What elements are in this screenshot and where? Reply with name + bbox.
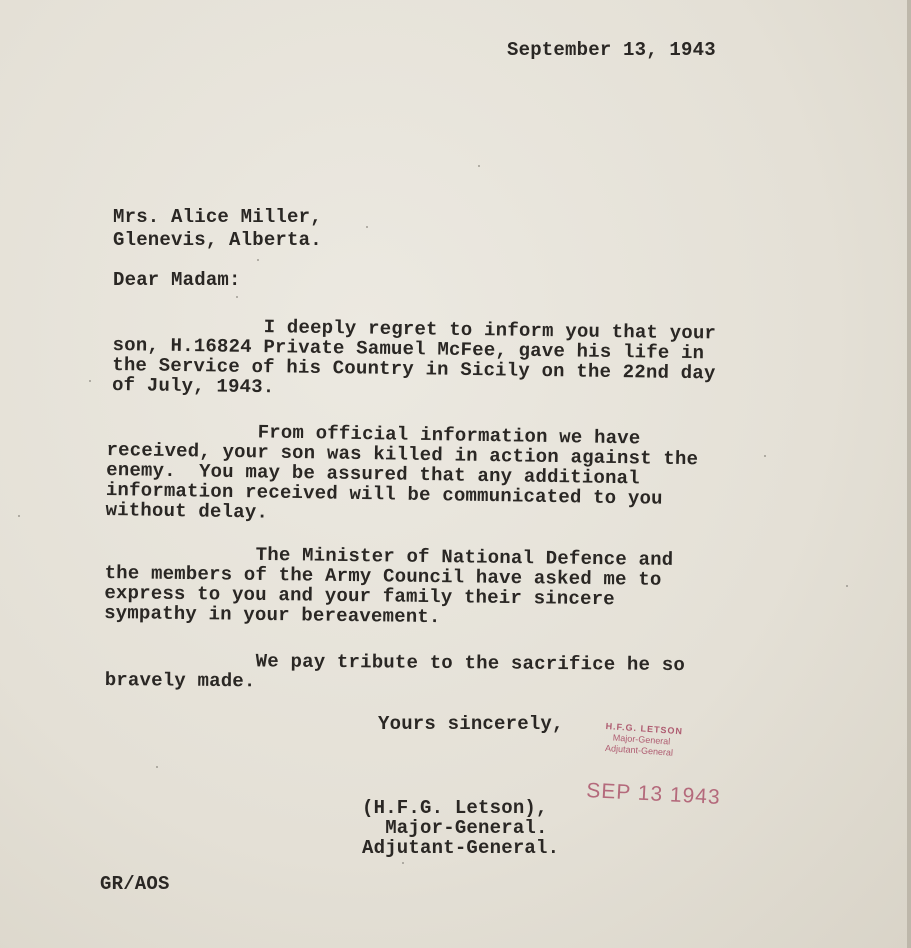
signature-stamp bbox=[604, 721, 716, 762]
date-stamp: SEP 13 1943 bbox=[585, 779, 722, 810]
salutation: Dear Madam: bbox=[113, 269, 241, 291]
stamp-name: H.F.G. LETSON bbox=[605, 721, 684, 737]
paragraph-tribute: We pay tribute to the sacrifice he so bravely made. bbox=[104, 649, 686, 693]
paper-speck bbox=[89, 380, 91, 382]
paper-speck bbox=[257, 259, 259, 261]
paper-speck bbox=[156, 766, 158, 768]
closing: Yours sincerely, bbox=[378, 713, 564, 735]
paper-speck bbox=[18, 515, 20, 517]
recipient-address: Glenevis, Alberta. bbox=[113, 229, 322, 251]
paragraph-official-info: From official information we have received, your son was killed in action against the enemy. You may be assured that any additional information received will be communicated to you without delay. bbox=[105, 419, 699, 524]
paragraph-sympathy: The Minister of National Defence and the members of the Army Council have asked me to express to you and your family their sincere sympathy in your bereavement. bbox=[104, 542, 674, 629]
paper-speck bbox=[846, 585, 848, 587]
paper-speck bbox=[764, 455, 766, 457]
paragraph-regret: I deeply regret to inform you that your son, H.16824 Private Samuel McFee, gave his life in the Service of his Country in Sicily on the 22nd day of July, 1943. bbox=[111, 314, 717, 399]
reference-initials: GR/AOS bbox=[100, 873, 170, 895]
paper-edge bbox=[907, 0, 911, 948]
stamp-rank: Major-General bbox=[612, 732, 671, 747]
paper-speck bbox=[402, 862, 404, 864]
stamp-title: Adjutant-General bbox=[604, 743, 674, 758]
signature-block: (H.F.G. Letson), Major-General. Adjutant-General. bbox=[362, 797, 560, 859]
letter-date: September 13, 1943 bbox=[507, 39, 716, 61]
paper-speck bbox=[366, 226, 368, 228]
paper-speck bbox=[236, 296, 238, 298]
paper-speck bbox=[478, 165, 480, 167]
recipient-name: Mrs. Alice Miller, bbox=[113, 206, 322, 228]
